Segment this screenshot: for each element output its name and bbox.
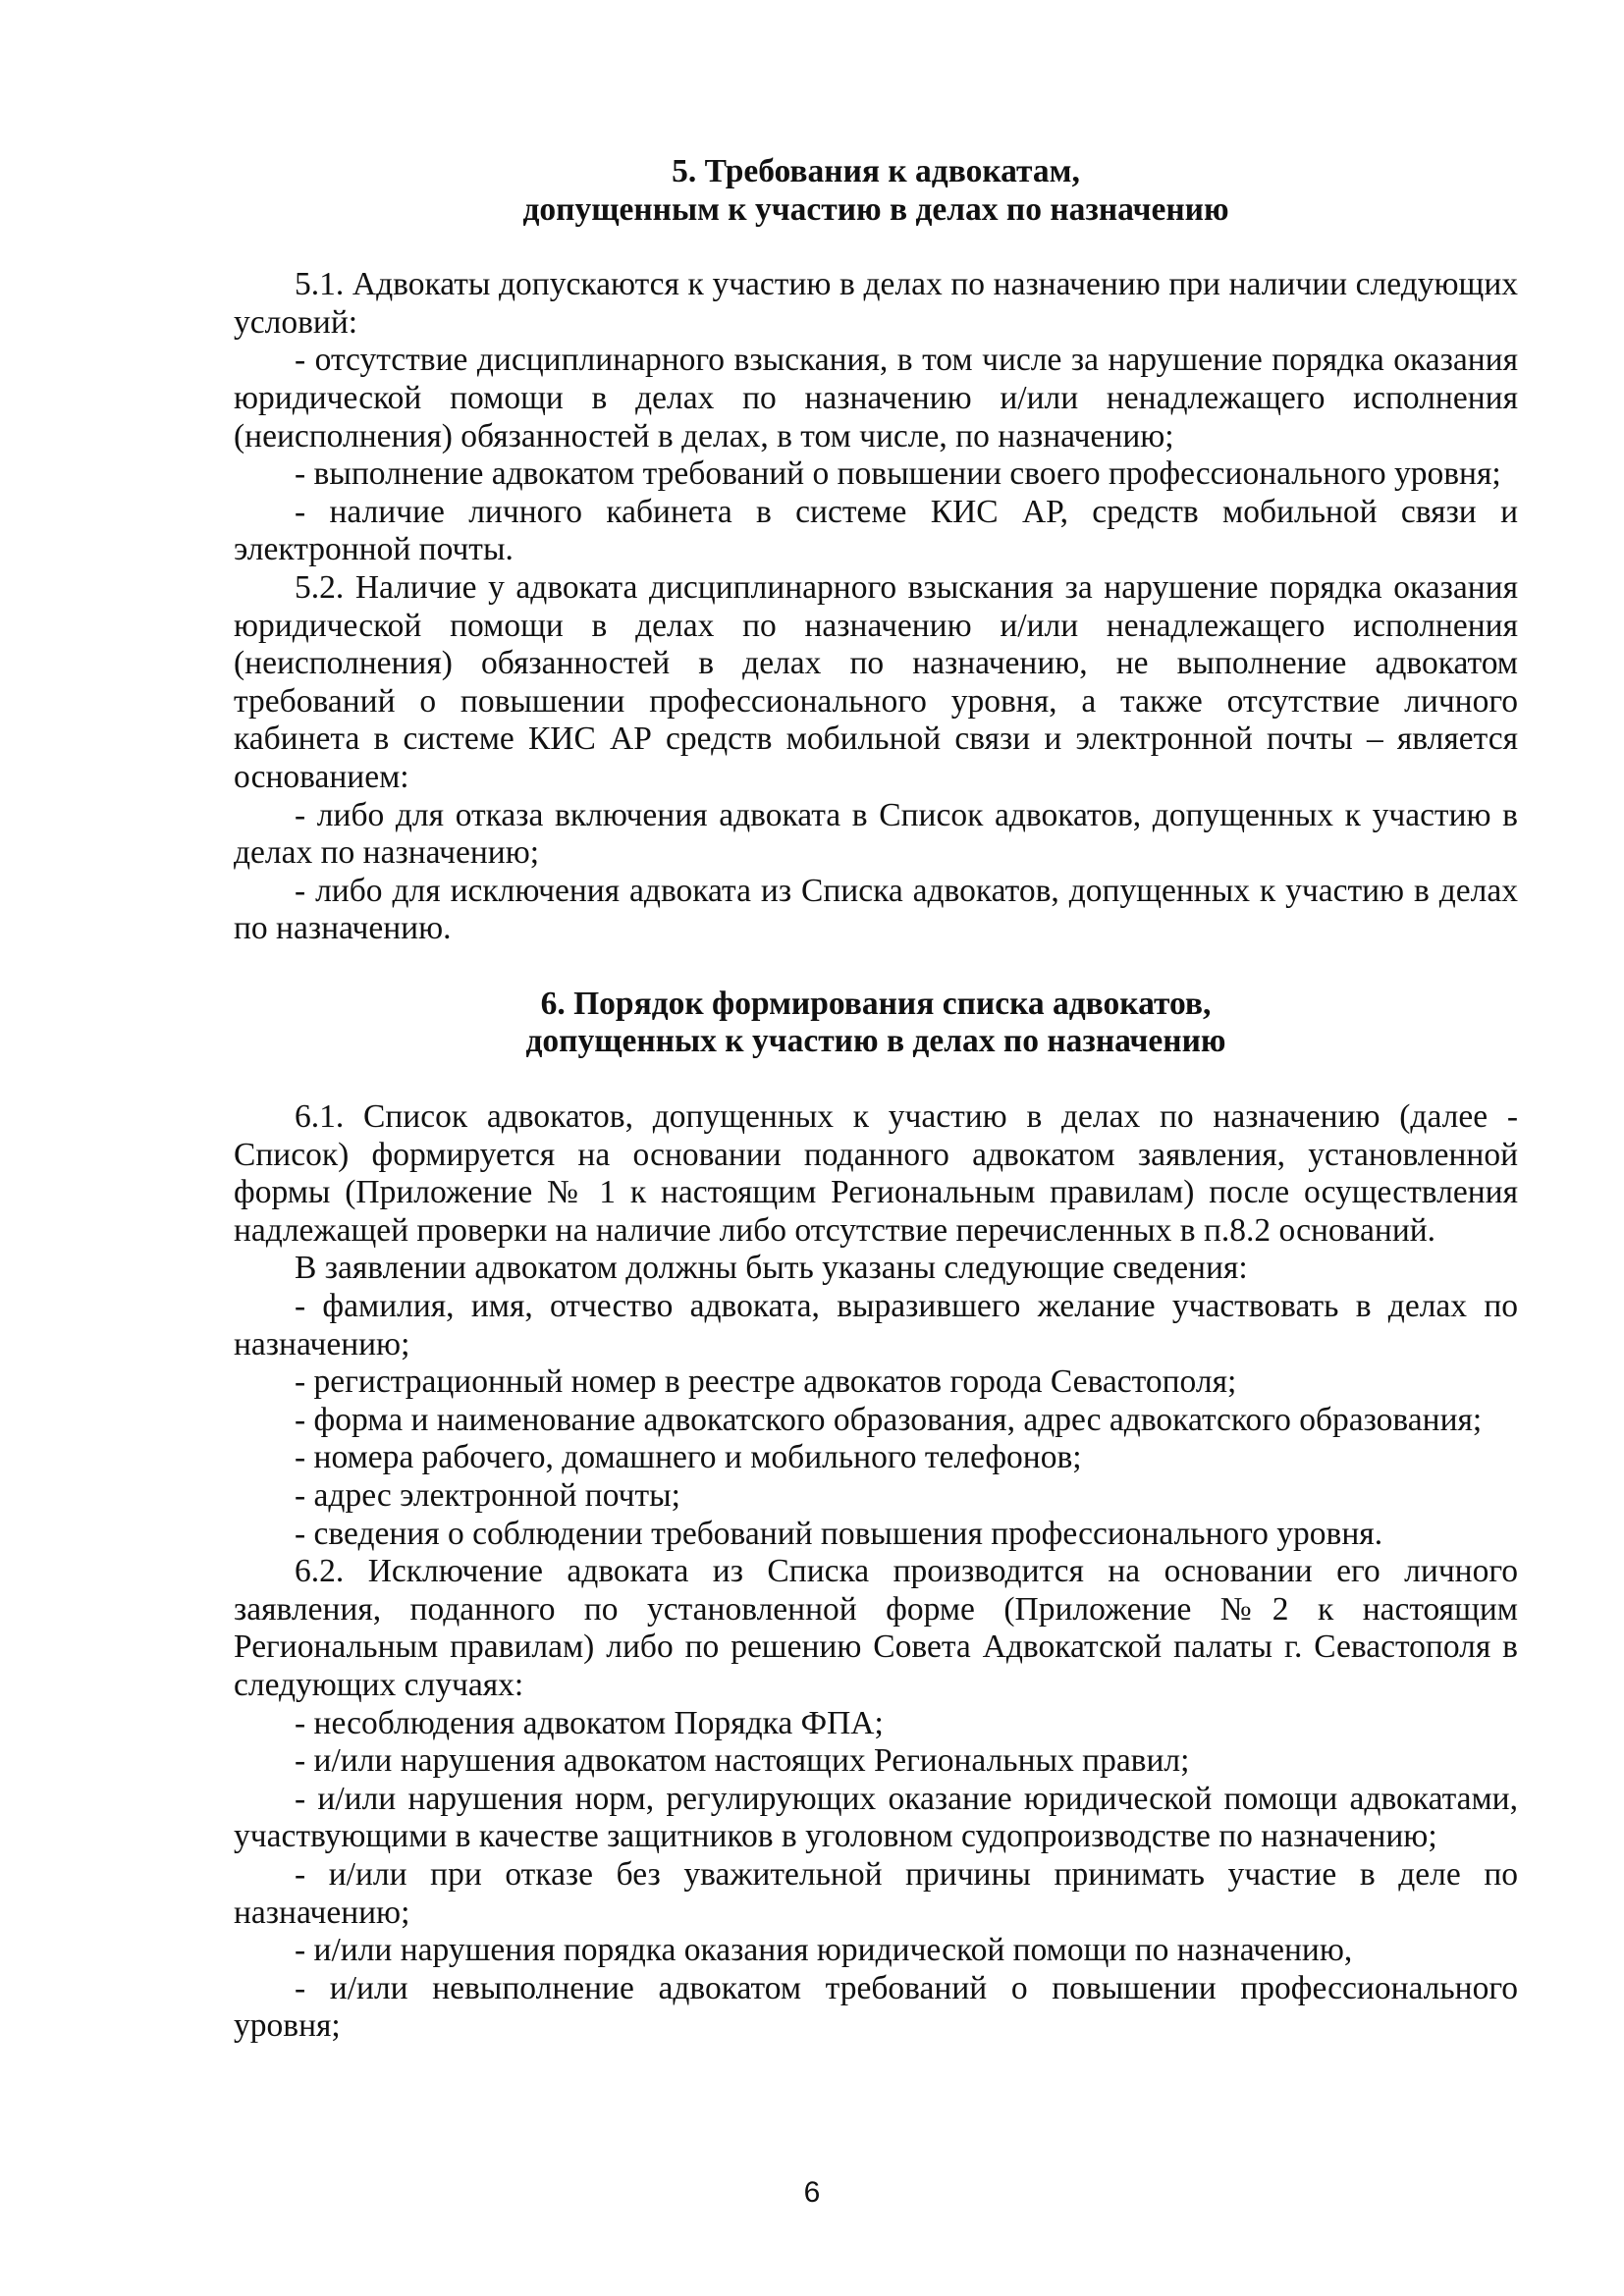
paragraph-5-2-item-2: - либо для исключения адвоката из Списка адвокатов, допущенных к участию в делах по назначению.	[234, 872, 1518, 947]
paragraph-6-2-item-2: - и/или нарушения адвокатом настоящих Региональных правил;	[295, 1742, 1190, 1780]
section-6-heading	[234, 986, 1518, 1061]
paragraph-6-1: 6.1. Список адвокатов, допущенных к участию в делах по назначению (далее - Список) формируется на основании поданного адвокатом заявления, установленной формы (Приложение № 1 к настоящим Региональным правилам) после осуществления надлежащей проверки на наличие либо отсутствие перечисленных в п.8.2 оснований.	[234, 1098, 1518, 1249]
section-6-heading-line-2: допущенных к участию в делах по назначению	[525, 1023, 1226, 1060]
paragraph-6-1-item-4: - номера рабочего, домашнего и мобильного телефонов;	[295, 1439, 1082, 1476]
section-6-body	[234, 1098, 1518, 2046]
paragraph-6-1-item-3: - форма и наименование адвокатского образования, адрес адвокатского образования;	[295, 1401, 1483, 1438]
paragraph-6-2-item-3: - и/или нарушения норм, регулирующих оказание юридической помощи адвокатами, участвующими в качестве защитников в уголовном судопроизводстве по назначению;	[234, 1780, 1518, 1855]
paragraph-5-1-item-1: - отсутствие дисциплинарного взыскания, в том числе за нарушение порядка оказания юридической помощи в делах по назначению и/или ненадлежащего исполнения (неисполнения) обязанностей в делах, в том числе, по назначению;	[234, 342, 1518, 454]
paragraph-5-1-item-3: - наличие личного кабинета в системе КИС АР, средств мобильной связи и электронной почты.	[234, 493, 1518, 568]
paragraph-6-2-item-1: - несоблюдения адвокатом Порядка ФПА;	[295, 1704, 884, 1741]
paragraph-6-1-item-1: - фамилия, имя, отчество адвоката, выразившего желание участвовать в делах по назначению;	[234, 1288, 1518, 1362]
paragraph-6-2-item-6: - и/или невыполнение адвокатом требований о повышении профессионального уровня;	[234, 1969, 1518, 2045]
paragraph-5-2-item-1: - либо для отказа включения адвоката в Список адвокатов, допущенных к участию в делах по назначению;	[234, 796, 1518, 872]
paragraph-6-1-item-5: - адрес электронной почты;	[295, 1477, 680, 1514]
paragraph-6-2: 6.2. Исключение адвоката из Списка производится на основании его личного заявления, поданного по установленной форме (Приложение №2 к настоящим Региональным правилам) либо по решению Совета Адвокатской палаты г. Севастополя в следующих случаях:	[234, 1553, 1518, 1703]
paragraph-6-1-item-2: - регистрационный номер в реестре адвокатов города Севастополя;	[295, 1363, 1237, 1401]
section-5-body	[234, 266, 1518, 948]
paragraph-5-1: 5.1. Адвокаты допускаются к участию в делах по назначению при наличии следующих условий:	[234, 266, 1518, 341]
section-6-heading-line-1: 6. Порядок формирования списка адвокатов,	[540, 985, 1212, 1022]
paragraph-5-1-item-2: - выполнение адвокатом требований о повышении своего профессионального уровня;	[295, 455, 1501, 493]
document-page	[234, 153, 1518, 2046]
section-5-heading-line-1: 5. Требования к адвокатам,	[672, 153, 1080, 189]
paragraph-5-2: 5.2. Наличие у адвоката дисциплинарного взыскания за нарушение порядка оказания юридической помощи в делах по назначению и/или ненадлежащего исполнения (неисполнения) обязанностей в делах по назначению, не выполнение адвокатом требований о повышении профессионального уровня, а также отсутствие личного кабинета в системе КИС АР средств мобильной связи и электронной почты – является основанием:	[234, 568, 1518, 795]
paragraph-6-1-item-6: - сведения о соблюдении требований повышения профессионального уровня.	[295, 1515, 1383, 1552]
paragraph-6-2-item-4: - и/или при отказе без уважительной причины принимать участие в деле по назначению;	[234, 1855, 1518, 1931]
section-5-heading	[234, 153, 1518, 229]
page-number: 6	[803, 2176, 821, 2209]
section-5-heading-line-2: допущенным к участию в делах по назначению	[522, 190, 1229, 228]
paragraph-6-2-item-5: - и/или нарушения порядка оказания юридической помощи по назначению,	[295, 1932, 1353, 1969]
paragraph-6-1-intro: В заявлении адвокатом должны быть указаны следующие сведения:	[295, 1250, 1248, 1287]
